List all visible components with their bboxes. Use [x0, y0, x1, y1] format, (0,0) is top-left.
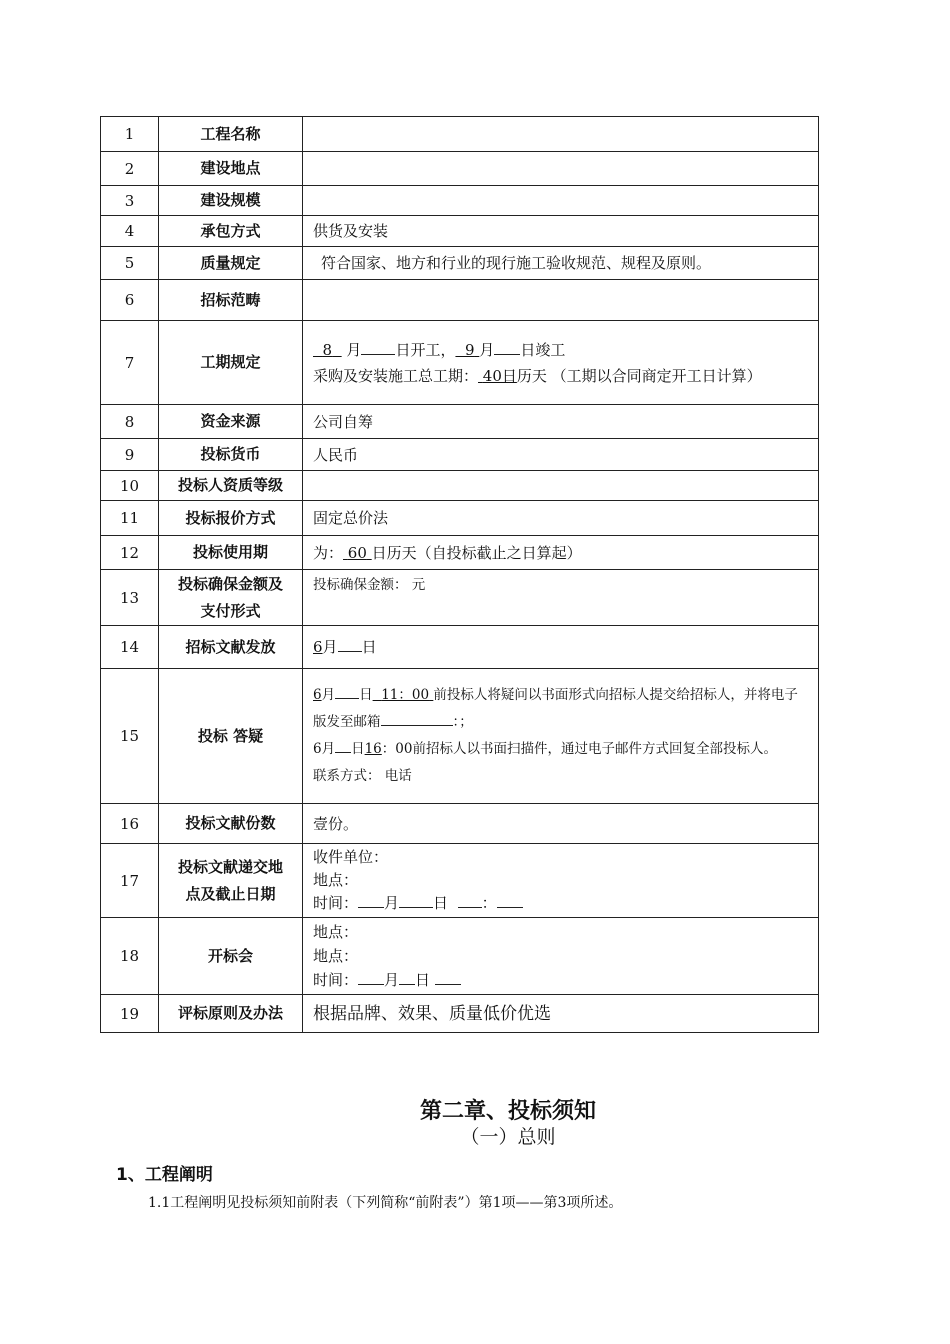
row-content	[303, 280, 819, 321]
table-row	[101, 844, 819, 918]
row-content	[303, 918, 819, 995]
row-item: 投标文献份数	[159, 804, 303, 844]
row-item: 评标原则及办法	[159, 995, 303, 1033]
row-number: 18	[101, 918, 159, 995]
row-number: 13	[101, 570, 159, 626]
table-row	[101, 669, 819, 804]
table-row	[101, 117, 819, 152]
contact-line: 联系方式： 电话	[313, 768, 412, 784]
row-content: 根据品牌、效果、质量低价优选	[303, 995, 819, 1033]
row-content: 壹份。	[303, 804, 819, 844]
text: 日	[361, 638, 377, 656]
table-row	[101, 804, 819, 844]
row-number: 14	[101, 626, 159, 669]
row-item: 建设规模	[159, 186, 303, 216]
row-content	[303, 626, 819, 669]
table-row	[101, 995, 819, 1033]
text: 日开工，	[395, 340, 456, 359]
location-line: 地点：	[313, 923, 359, 941]
bid-front-table	[100, 116, 819, 1033]
row-item	[159, 570, 303, 626]
row-number: 2	[101, 152, 159, 186]
text: 采购及安装施工总工期：	[313, 366, 479, 385]
item-line: 点及截止日期	[185, 884, 276, 903]
location-line: 地点：	[313, 871, 359, 889]
row-item: 开标会	[159, 918, 303, 995]
text: 日历天（自投标截止之日算起）	[371, 543, 582, 562]
row-item: 资金来源	[159, 405, 303, 439]
duration-line	[313, 363, 808, 389]
location-line: 地点：	[313, 947, 359, 965]
receiver-line: 收件单位：	[313, 848, 389, 866]
row-content	[303, 117, 819, 152]
row-number: 9	[101, 439, 159, 471]
item-line: 支付形式	[200, 601, 261, 620]
table-row	[101, 918, 819, 995]
row-number: 4	[101, 216, 159, 247]
blank	[494, 339, 520, 355]
row-content	[303, 536, 819, 570]
row-number: 17	[101, 844, 159, 918]
item-line: 投标确保金额及	[177, 574, 283, 593]
text: 为：	[313, 543, 344, 562]
time-line: 时间： 月 日	[313, 968, 808, 992]
table-row	[101, 247, 819, 280]
issue-month: 6	[313, 638, 323, 656]
row-number: 12	[101, 536, 159, 570]
row-content	[303, 471, 819, 501]
start-month: 8	[322, 340, 333, 359]
row-content	[303, 669, 819, 804]
row-number: 16	[101, 804, 159, 844]
row-number: 15	[101, 669, 159, 804]
row-number: 5	[101, 247, 159, 280]
section-title: （一）总则	[460, 1126, 556, 1148]
end-month: 9	[465, 340, 475, 359]
table-row	[101, 321, 819, 405]
row-content: 供货及安装	[303, 216, 819, 247]
table-row	[101, 216, 819, 247]
heading-1: 1、工程阐明	[116, 1165, 213, 1185]
schedule-line	[313, 337, 808, 363]
row-content: 符合国家、地方和行业的现行施工验收规范、规程及原则。	[303, 247, 819, 280]
row-item: 工期规定	[159, 321, 303, 405]
answer-time: 16	[364, 741, 382, 757]
table-row	[101, 152, 819, 186]
row-content: 投标确保金额： 元	[303, 570, 819, 626]
chapter-title: 第二章、投标须知	[419, 1098, 596, 1124]
row-item: 投标人资质等级	[159, 471, 303, 501]
text: 月	[479, 340, 495, 359]
table-row	[101, 439, 819, 471]
table-row	[101, 280, 819, 321]
row-number: 19	[101, 995, 159, 1033]
item-line: 投标文献递交地	[177, 857, 283, 876]
row-number: 11	[101, 501, 159, 536]
time-line: 时间： 月 日 ：	[313, 892, 808, 915]
row-content	[303, 844, 819, 918]
table-row	[101, 471, 819, 501]
row-item: 招标范畴	[159, 280, 303, 321]
row-item: 承包方式	[159, 216, 303, 247]
row-content: 公司自筹	[303, 405, 819, 439]
row-number: 8	[101, 405, 159, 439]
row-number: 7	[101, 321, 159, 405]
table-row	[101, 405, 819, 439]
row-number: 3	[101, 186, 159, 216]
row-item: 建设地点	[159, 152, 303, 186]
text: 月	[322, 638, 338, 656]
row-content	[303, 321, 819, 405]
question-time: 11：00	[381, 687, 430, 703]
text: 历天 （工期以合同商定开工日计算）	[516, 366, 762, 385]
row-item: 招标文献发放	[159, 626, 303, 669]
row-item: 投标货币	[159, 439, 303, 471]
row-content: 固定总价法	[303, 501, 819, 536]
table-row	[101, 626, 819, 669]
row-item: 工程名称	[159, 117, 303, 152]
blank	[361, 339, 395, 355]
question-deadline: 6月 日 11：00 前投标人将疑问以书面形式向招标人提交给招标人，并将电子版发至邮箱 ：；	[313, 682, 808, 736]
answer-deadline: 6月 日16：00前招标人以书面扫描件，通过电子邮件方式回复全部投标人。	[313, 736, 808, 763]
table-row	[101, 186, 819, 216]
row-item: 投标使用期	[159, 536, 303, 570]
row-content	[303, 152, 819, 186]
row-number: 10	[101, 471, 159, 501]
validity-days: 60	[347, 543, 367, 562]
row-number: 1	[101, 117, 159, 152]
table-row	[101, 570, 819, 626]
table-row	[101, 536, 819, 570]
row-number: 6	[101, 280, 159, 321]
paragraph-1: 1.1工程阐明见投标须知前附表（下列简称“前附表”）第1项——第3项所述。	[148, 1195, 623, 1211]
row-item: 投标报价方式	[159, 501, 303, 536]
table-row	[101, 501, 819, 536]
duration-days: 40日	[482, 366, 517, 385]
row-content: 人民币	[303, 439, 819, 471]
row-item: 投标 答疑	[159, 669, 303, 804]
text: 日竣工	[520, 340, 566, 359]
row-content	[303, 186, 819, 216]
row-item: 质量规定	[159, 247, 303, 280]
text: 月	[346, 340, 362, 359]
blank	[338, 636, 362, 652]
row-item	[159, 844, 303, 918]
